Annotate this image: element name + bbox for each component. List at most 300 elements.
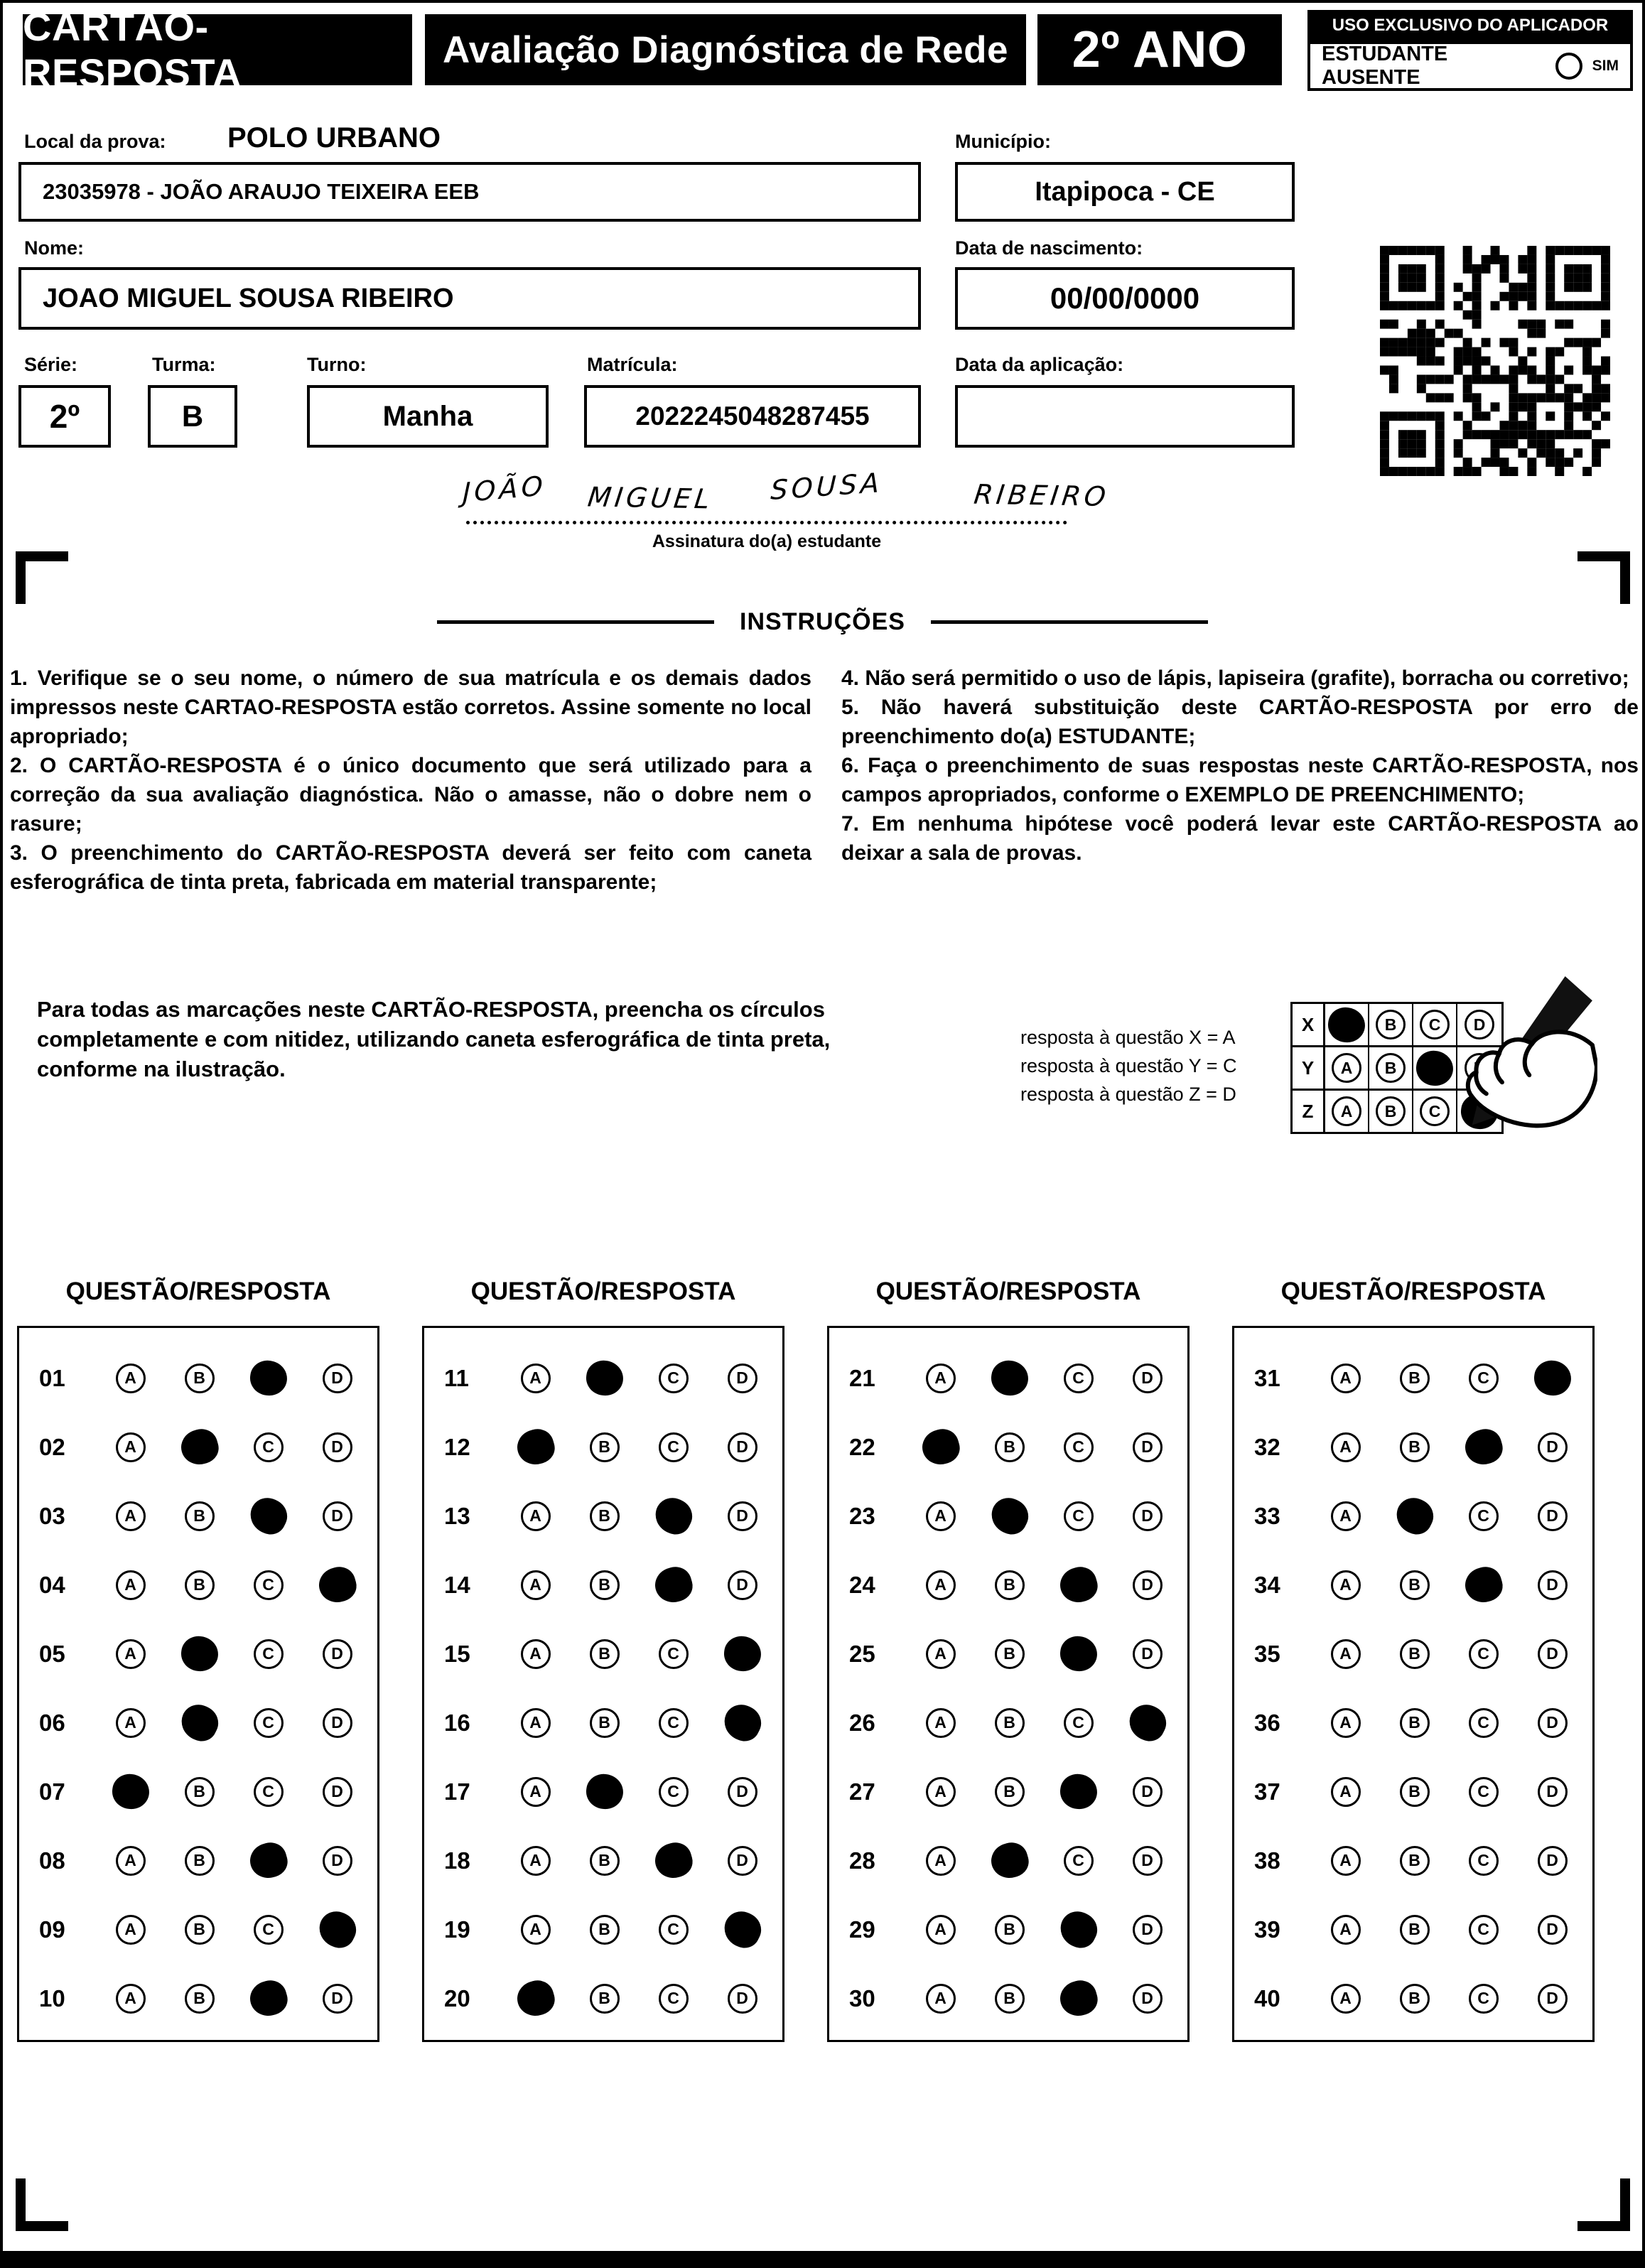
turma-label: Turma: [152, 354, 216, 375]
option-bubble: D [1133, 1432, 1163, 1462]
option-cell [906, 1708, 975, 1738]
option-cell [1449, 1567, 1518, 1602]
option-cell [234, 1639, 303, 1669]
option-cell [234, 1777, 303, 1807]
option-bubble: A [116, 1984, 146, 2014]
question-row [19, 1550, 377, 1619]
option-bubble: A [1331, 1364, 1361, 1393]
question-row [424, 1757, 782, 1826]
option-bubble: A [1331, 1777, 1361, 1807]
question-number: 34 [1254, 1571, 1280, 1598]
option-cell [1044, 1567, 1113, 1602]
option-bubble-filled [179, 1634, 220, 1673]
absent-option-circle [1555, 53, 1582, 80]
option-bubble: C [1469, 1777, 1499, 1807]
question-number: 10 [39, 1984, 65, 2012]
option-bubble: D [1538, 1570, 1568, 1600]
option-bubble: D [1538, 1639, 1568, 1669]
option-cell [708, 1777, 777, 1807]
nascimento-label: Data de nascimento: [955, 237, 1143, 259]
option-cell [906, 1639, 975, 1669]
option-bubble: C [1469, 1501, 1499, 1531]
option-cell [1518, 1846, 1587, 1876]
option-bubble: B [590, 1432, 620, 1462]
option-bubble: D [323, 1639, 352, 1669]
option-bubble: C [659, 1915, 689, 1945]
option-bubble-filled [315, 1563, 360, 1606]
question-number: 35 [1254, 1640, 1280, 1667]
option-cell [303, 1501, 372, 1531]
instruction-item: 6. Faça o preenchimento de suas respostas neste CARTÃO-RESPOSTA, nos campos apropriados, conforme o EXEMPLO DE PREENCHIMENTO; [841, 754, 1639, 806]
option-bubble: B [995, 1570, 1025, 1600]
option-cell [570, 1708, 639, 1738]
option-bubble: C [1064, 1708, 1094, 1738]
option-cell [975, 1984, 1044, 2014]
turno-label: Turno: [307, 354, 367, 375]
question-row [829, 1413, 1187, 1481]
signature-word: RIBEIRO [972, 478, 1111, 512]
option-bubble-filled [1056, 1563, 1101, 1606]
question-row [424, 1413, 782, 1481]
option-bubble: D [1133, 1777, 1163, 1807]
option-cell [1311, 1984, 1380, 2014]
option-bubble: B [590, 1639, 620, 1669]
matricula-label: Matrícula: [587, 354, 678, 375]
option-cell [234, 1432, 303, 1462]
option-bubble: A [521, 1708, 551, 1738]
option-cell [1044, 1846, 1113, 1876]
example-legend-line: resposta à questão X = A [1020, 1027, 1236, 1048]
option-cell [501, 1430, 570, 1464]
option-bubble: C [659, 1984, 689, 2014]
option-cell [570, 1774, 639, 1809]
option-bubble-filled [987, 1839, 1032, 1882]
option-cell [501, 1846, 570, 1876]
option-bubble: D [323, 1846, 352, 1876]
question-row [1234, 1895, 1592, 1964]
option-cell [1113, 1570, 1182, 1600]
option-bubble: D [1133, 1570, 1163, 1600]
option-bubble: A [926, 1639, 956, 1669]
example-row-label: X [1293, 1004, 1325, 1045]
option-bubble: B [1400, 1915, 1430, 1945]
option-cell [165, 1846, 234, 1876]
question-row [1234, 1826, 1592, 1895]
qr-code [1380, 246, 1610, 476]
option-cell [570, 1915, 639, 1945]
option-bubble: A [1331, 1846, 1361, 1876]
question-row [829, 1688, 1187, 1757]
option-cell [96, 1639, 165, 1669]
option-cell [234, 1843, 303, 1878]
option-cell [1325, 1004, 1369, 1045]
student-absent-box [1307, 41, 1633, 91]
applicator-strip-label: USO EXCLUSIVO DO APLICADOR [1307, 10, 1633, 41]
option-cell [639, 1915, 708, 1945]
question-number: 07 [39, 1778, 65, 1805]
option-cell [1369, 1004, 1413, 1045]
option-cell [501, 1639, 570, 1669]
option-cell [1380, 1708, 1449, 1738]
option-cell [1518, 1984, 1587, 2014]
option-cell [501, 1777, 570, 1807]
option-bubble: B [1400, 1777, 1430, 1807]
option-bubble-filled [989, 1359, 1030, 1398]
option-bubble: A [926, 1777, 956, 1807]
option-bubble: B [1400, 1708, 1430, 1738]
option-bubble: B [1376, 1096, 1406, 1126]
option-cell [1311, 1915, 1380, 1945]
option-cell [1518, 1501, 1587, 1531]
question-row [829, 1895, 1187, 1964]
option-cell [1380, 1984, 1449, 2014]
option-cell [570, 1432, 639, 1462]
option-bubble: D [1133, 1915, 1163, 1945]
option-cell [1311, 1708, 1380, 1738]
question-row [1234, 1344, 1592, 1413]
question-row [424, 1344, 782, 1413]
option-bubble: A [926, 1708, 956, 1738]
option-cell [303, 1777, 372, 1807]
option-cell [906, 1915, 975, 1945]
question-number: 26 [849, 1709, 875, 1736]
option-bubble: D [728, 1570, 757, 1600]
option-bubble-filled [175, 1699, 223, 1746]
option-bubble: C [1469, 1364, 1499, 1393]
option-cell [303, 1567, 372, 1602]
option-bubble: A [521, 1501, 551, 1531]
option-bubble: B [185, 1777, 215, 1807]
option-bubble: D [323, 1364, 352, 1393]
option-cell [1113, 1777, 1182, 1807]
option-bubble: C [659, 1777, 689, 1807]
option-cell [234, 1570, 303, 1600]
option-cell [975, 1915, 1044, 1945]
matricula-field: 2022245048287455 [584, 385, 921, 448]
option-bubble: A [1331, 1570, 1361, 1600]
option-cell [303, 1432, 372, 1462]
option-cell [906, 1984, 975, 2014]
option-cell [234, 1361, 303, 1395]
option-cell [1380, 1639, 1449, 1669]
example-legend-line: resposta à questão Y = C [1020, 1055, 1237, 1076]
option-bubble-filled [313, 1906, 361, 1953]
question-number: 38 [1254, 1847, 1280, 1874]
option-bubble-filled [1056, 1977, 1101, 2020]
question-number: 29 [849, 1916, 875, 1943]
option-cell [96, 1846, 165, 1876]
question-number: 37 [1254, 1778, 1280, 1805]
option-bubble: A [926, 1364, 956, 1393]
answers-header-2: QUESTÃO/RESPOSTA [470, 1278, 736, 1305]
option-cell [303, 1708, 372, 1738]
option-bubble: C [1469, 1639, 1499, 1669]
option-bubble-filled [722, 1634, 763, 1673]
option-bubble-filled [110, 1772, 151, 1811]
instructions-rule-left [437, 620, 714, 624]
answer-grid [827, 1326, 1190, 2042]
question-row [424, 1688, 782, 1757]
question-number: 36 [1254, 1709, 1280, 1736]
question-row [19, 1481, 377, 1550]
option-cell [1044, 1636, 1113, 1671]
option-cell [639, 1708, 708, 1738]
option-bubble: C [254, 1777, 284, 1807]
option-bubble: A [521, 1364, 551, 1393]
option-bubble: D [1538, 1501, 1568, 1531]
option-cell [1311, 1432, 1380, 1462]
question-row [424, 1550, 782, 1619]
option-cell [234, 1915, 303, 1945]
question-row [1234, 1413, 1592, 1481]
option-bubble-filled [649, 1492, 697, 1540]
option-cell [708, 1364, 777, 1393]
question-number: 16 [444, 1709, 470, 1736]
option-bubble-filled [1461, 1563, 1506, 1606]
option-cell [1380, 1432, 1449, 1462]
absent-option-label: SIM [1592, 58, 1619, 74]
option-cell [96, 1915, 165, 1945]
option-cell [234, 1708, 303, 1738]
option-bubble: B [185, 1984, 215, 2014]
option-cell [975, 1708, 1044, 1738]
option-bubble: A [116, 1570, 146, 1600]
option-cell [1044, 1912, 1113, 1947]
answers-header-3: QUESTÃO/RESPOSTA [875, 1278, 1141, 1305]
option-bubble: C [1469, 1984, 1499, 2014]
question-row [829, 1619, 1187, 1688]
option-cell [1518, 1361, 1587, 1395]
option-cell [1113, 1432, 1182, 1462]
option-cell [1311, 1639, 1380, 1669]
option-bubble: D [1538, 1984, 1568, 2014]
option-cell [96, 1501, 165, 1531]
instructions-left [10, 664, 811, 897]
option-bubble: D [1133, 1364, 1163, 1393]
serie-label: Série: [24, 354, 78, 375]
option-bubble: D [1538, 1846, 1568, 1876]
signature-word: JOÃO [462, 470, 547, 509]
option-cell [1113, 1984, 1182, 2014]
option-bubble: C [1469, 1915, 1499, 1945]
option-cell [1311, 1364, 1380, 1393]
option-cell [1380, 1777, 1449, 1807]
option-cell [501, 1981, 570, 2016]
option-cell [570, 1501, 639, 1531]
option-bubble: A [521, 1639, 551, 1669]
option-cell [906, 1777, 975, 1807]
registration-mark-top-right [1577, 551, 1630, 604]
instruction-item: 3. O preenchimento do CARTÃO-RESPOSTA deverá ser feito com caneta esferográfica de tinta preta, fabricada em material transparente; [10, 841, 811, 894]
option-cell [165, 1364, 234, 1393]
option-bubble: C [254, 1432, 284, 1462]
instructions-rule-right [931, 620, 1208, 624]
option-cell [1380, 1570, 1449, 1600]
option-bubble: D [323, 1432, 352, 1462]
example-row-label: Y [1293, 1047, 1325, 1089]
answer-grid [17, 1326, 379, 2042]
option-bubble: C [659, 1432, 689, 1462]
option-cell [165, 1777, 234, 1807]
answers-header-4: QUESTÃO/RESPOSTA [1280, 1278, 1546, 1305]
option-bubble: B [1400, 1364, 1430, 1393]
option-cell [708, 1984, 777, 2014]
question-number: 33 [1254, 1502, 1280, 1529]
option-bubble: C [1064, 1432, 1094, 1462]
option-cell [1449, 1708, 1518, 1738]
option-cell [1518, 1777, 1587, 1807]
option-cell [1449, 1915, 1518, 1945]
aplicacao-label: Data da aplicação: [955, 354, 1124, 375]
option-cell [501, 1570, 570, 1600]
option-cell [1311, 1846, 1380, 1876]
option-cell [570, 1361, 639, 1395]
option-cell [1449, 1777, 1518, 1807]
option-cell [1044, 1501, 1113, 1531]
question-row [19, 1344, 377, 1413]
option-bubble-filled [244, 1492, 292, 1540]
option-bubble: A [116, 1501, 146, 1531]
option-bubble: A [116, 1639, 146, 1669]
option-bubble-filled [513, 1977, 558, 2020]
option-bubble: B [590, 1708, 620, 1738]
question-number: 39 [1254, 1916, 1280, 1943]
option-cell [165, 1984, 234, 2014]
option-bubble: D [1465, 1010, 1494, 1040]
option-cell [1325, 1047, 1369, 1089]
option-bubble: C [254, 1639, 284, 1669]
option-bubble: A [926, 1501, 956, 1531]
option-bubble: B [590, 1570, 620, 1600]
question-row [1234, 1964, 1592, 2033]
example-instruction-text: Para todas as marcações neste CARTÃO-RESPOSTA, preencha os círculos completamente e com nitidez, utilizando caneta esferográfica de tinta preta, conforme na ilustração. [37, 997, 831, 1081]
option-cell [234, 1498, 303, 1533]
aplicacao-field [955, 385, 1295, 448]
question-row [424, 1964, 782, 2033]
option-cell [96, 1984, 165, 2014]
option-cell [1044, 1432, 1113, 1462]
option-cell [501, 1364, 570, 1393]
option-bubble: A [521, 1846, 551, 1876]
nascimento-field: 00/00/0000 [955, 267, 1295, 330]
option-cell [303, 1639, 372, 1669]
example-legend [1020, 1023, 1236, 1108]
option-cell [1380, 1364, 1449, 1393]
option-bubble: B [995, 1777, 1025, 1807]
question-number: 02 [39, 1433, 65, 1460]
option-bubble: A [926, 1846, 956, 1876]
applicator-panel [1307, 10, 1633, 91]
instruction-item: 7. Em nenhuma hipótese você poderá levar este CARTÃO-RESPOSTA ao deixar a sala de provas. [841, 812, 1639, 865]
option-cell [708, 1705, 777, 1740]
option-cell [1518, 1915, 1587, 1945]
option-bubble: C [1064, 1364, 1094, 1393]
option-bubble: A [521, 1777, 551, 1807]
option-bubble: A [1332, 1053, 1361, 1083]
option-cell [906, 1430, 975, 1464]
option-cell [1325, 1091, 1369, 1132]
question-row [829, 1826, 1187, 1895]
question-number: 18 [444, 1847, 470, 1874]
option-bubble: B [995, 1984, 1025, 2014]
local-label: Local da prova: [24, 131, 166, 152]
question-row [1234, 1688, 1592, 1757]
answer-grid [422, 1326, 784, 2042]
question-number: 27 [849, 1778, 875, 1805]
option-bubble: A [1331, 1639, 1361, 1669]
option-bubble: D [1133, 1639, 1163, 1669]
school-field: 23035978 - JOÃO ARAUJO TEIXEIRA EEB [18, 162, 921, 222]
question-number: 05 [39, 1640, 65, 1667]
signature-word: MIGUEL [586, 481, 716, 515]
option-cell [570, 1846, 639, 1876]
option-bubble: B [995, 1915, 1025, 1945]
option-cell [1518, 1639, 1587, 1669]
option-cell [906, 1570, 975, 1600]
option-bubble-filled [718, 1699, 766, 1746]
instructions-header [3, 608, 1642, 636]
option-bubble: A [116, 1432, 146, 1462]
serie-field: 2º [18, 385, 111, 448]
option-bubble: D [323, 1708, 352, 1738]
option-bubble-filled [651, 1839, 696, 1882]
option-cell [1380, 1498, 1449, 1533]
question-number: 17 [444, 1778, 470, 1805]
option-bubble: C [1064, 1846, 1094, 1876]
question-row [19, 1413, 377, 1481]
option-cell [906, 1846, 975, 1876]
question-row [424, 1481, 782, 1550]
option-bubble: A [926, 1915, 956, 1945]
option-cell [906, 1501, 975, 1531]
question-number: 04 [39, 1571, 65, 1598]
option-cell [501, 1501, 570, 1531]
option-cell [1044, 1364, 1113, 1393]
option-bubble: C [1420, 1096, 1450, 1126]
option-bubble: B [1376, 1010, 1406, 1040]
question-row [829, 1344, 1187, 1413]
option-bubble: C [254, 1915, 284, 1945]
option-cell [708, 1501, 777, 1531]
option-bubble-filled [177, 1425, 222, 1469]
option-bubble: B [590, 1915, 620, 1945]
option-cell [501, 1708, 570, 1738]
question-row [1234, 1619, 1592, 1688]
option-cell [165, 1501, 234, 1531]
option-bubble: C [659, 1364, 689, 1393]
question-row [424, 1619, 782, 1688]
option-bubble-filled [1123, 1699, 1171, 1746]
option-bubble: B [1400, 1432, 1430, 1462]
question-row [829, 1964, 1187, 2033]
example-row-label: Z [1293, 1091, 1325, 1132]
option-cell [639, 1843, 708, 1878]
question-number: 22 [849, 1433, 875, 1460]
option-bubble-filled [985, 1492, 1033, 1540]
option-cell [975, 1639, 1044, 1669]
question-number: 28 [849, 1847, 875, 1874]
option-bubble-filled [918, 1425, 963, 1469]
option-cell [708, 1912, 777, 1947]
question-row [19, 1619, 377, 1688]
registration-mark-top-left [16, 551, 68, 604]
option-bubble: D [1538, 1432, 1568, 1462]
registration-mark-bottom-right [1577, 2178, 1630, 2231]
option-cell [639, 1777, 708, 1807]
option-cell [303, 1912, 372, 1947]
option-cell [1380, 1915, 1449, 1945]
option-bubble: B [590, 1846, 620, 1876]
